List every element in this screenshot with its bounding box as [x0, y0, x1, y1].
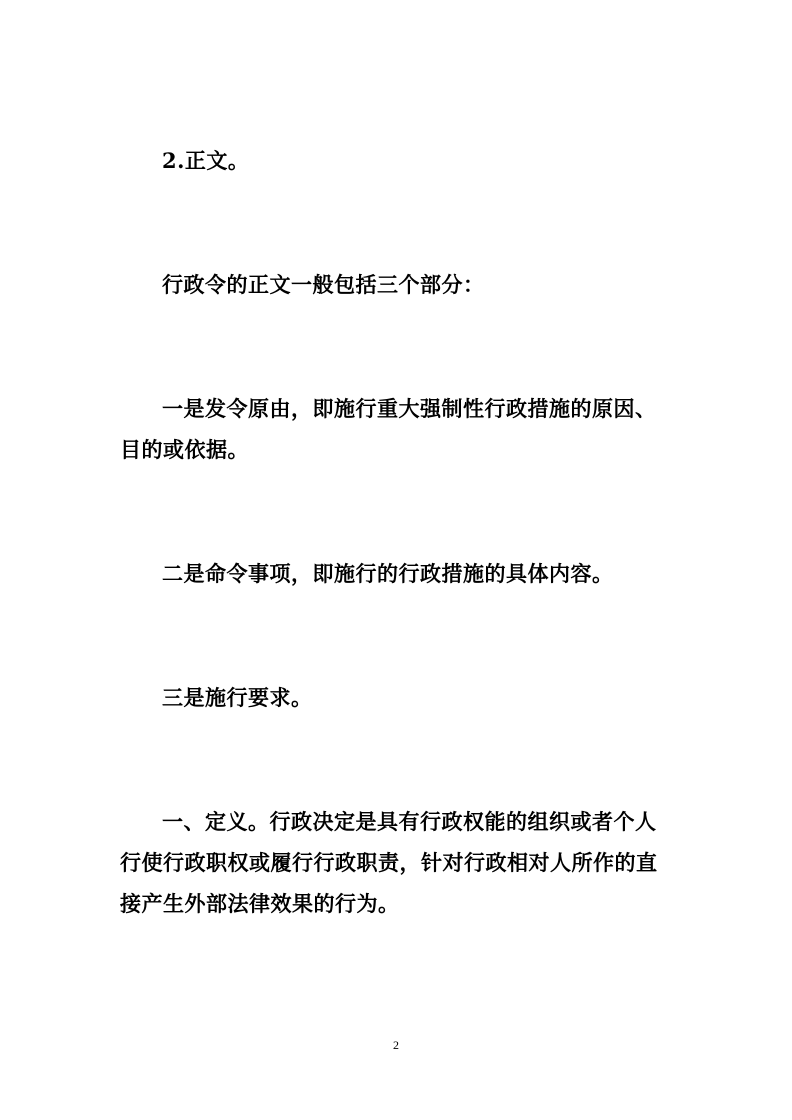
- paragraph-item-two: 二是命令事项，即施行的行政措施的具体内容。: [162, 561, 614, 586]
- section-heading: 2.正文。: [162, 148, 250, 173]
- page-number: 2: [393, 1038, 399, 1052]
- paragraph-definition: 一、定义。行政决定是具有行政权能的组织或者个人行使行政职权或履行行政职责，针对行政相对人所作的直接产生外部法律效果的行为。: [120, 809, 658, 916]
- paragraph-item-three: 三是施行要求。: [162, 685, 313, 710]
- paragraph-intro: 行政令的正文一般包括三个部分：: [162, 272, 485, 297]
- paragraph-item-one: 一是发令原由，即施行重大强制性行政措施的原因、目的或依据。: [120, 396, 657, 462]
